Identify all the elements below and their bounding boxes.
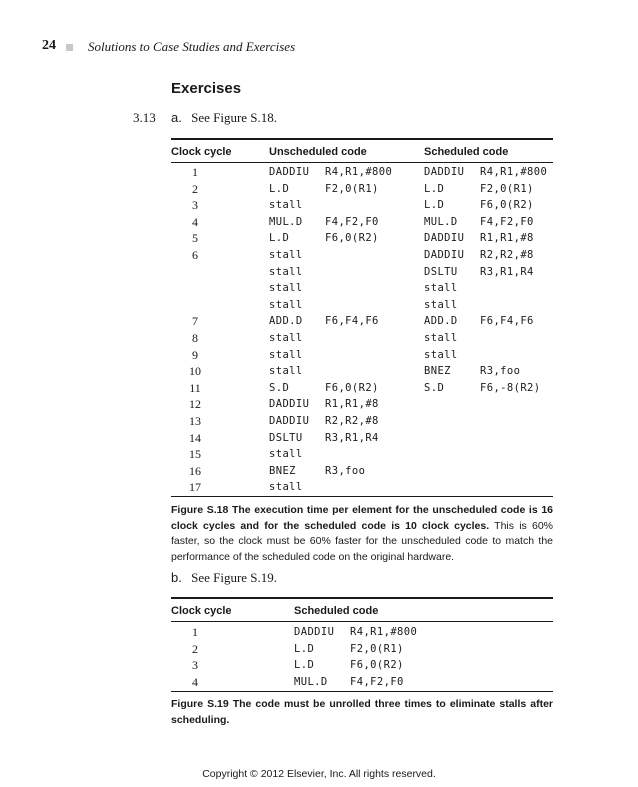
unscheduled-op-cell: ADD.D bbox=[269, 315, 303, 328]
table-row bbox=[171, 164, 553, 180]
table-s19-header-cycle: Clock cycle bbox=[171, 605, 232, 617]
scheduled-op-cell: L.D bbox=[294, 659, 315, 671]
table-row bbox=[171, 264, 553, 280]
unscheduled-args-cell: R1,R1,#8 bbox=[325, 398, 379, 411]
figure-s18-caption-bold: Figure S.18 The execution time per element for the unscheduled code is 16 clock cycles and for the scheduled code is 10 clock cycles. bbox=[171, 504, 553, 532]
clock-cycle-cell: 8 bbox=[192, 331, 198, 345]
clock-cycle-cell: 3 bbox=[192, 198, 198, 213]
table-row bbox=[171, 197, 553, 213]
table-s18-header-cycle: Clock cycle bbox=[171, 146, 232, 158]
scheduled-op-cell: stall bbox=[424, 332, 458, 344]
running-title: Solutions to Case Studies and Exercises bbox=[88, 39, 296, 54]
unscheduled-op-cell: stall bbox=[269, 332, 303, 344]
clock-cycle-cell: 13 bbox=[189, 414, 201, 428]
clock-cycle-cell: 1 bbox=[192, 625, 198, 639]
table-row bbox=[171, 641, 553, 657]
problem-number: 3.13 bbox=[133, 110, 156, 125]
figure-s19-caption-bold: Figure S.19 The code must be unrolled three times to eliminate stalls after scheduling. bbox=[171, 698, 553, 726]
table-row bbox=[171, 396, 553, 412]
part-b-text: See Figure S.19. bbox=[191, 570, 278, 585]
header-square-icon bbox=[66, 44, 73, 51]
table-row bbox=[171, 657, 553, 673]
table-row bbox=[171, 430, 553, 446]
clock-cycle-cell: 17 bbox=[189, 480, 201, 495]
table-s18-top-rule bbox=[171, 138, 553, 140]
clock-cycle-cell: 5 bbox=[192, 231, 198, 246]
table-row bbox=[171, 446, 553, 462]
scheduled-op-cell: stall bbox=[424, 348, 458, 361]
scheduled-args-cell: F6,-8(R2) bbox=[480, 381, 541, 394]
table-row bbox=[171, 313, 553, 329]
scheduled-args-cell: F6,0(R2) bbox=[350, 659, 404, 671]
unscheduled-args-cell: R4,R1,#800 bbox=[325, 166, 393, 178]
table-row bbox=[171, 413, 553, 429]
part-a bbox=[171, 110, 277, 126]
unscheduled-op-cell: stall bbox=[269, 481, 303, 494]
scheduled-args-cell: R2,R2,#8 bbox=[480, 249, 534, 261]
unscheduled-args-cell: F6,F4,F6 bbox=[325, 315, 379, 328]
table-row bbox=[171, 463, 553, 479]
unscheduled-args-cell: F6,0(R2) bbox=[325, 381, 379, 394]
clock-cycle-cell: 12 bbox=[189, 397, 201, 412]
table-row bbox=[171, 280, 553, 296]
scheduled-op-cell: MUL.D bbox=[424, 215, 458, 228]
unscheduled-args-cell: R3,R1,R4 bbox=[325, 431, 379, 444]
part-a-text: See Figure S.18. bbox=[191, 110, 278, 125]
scheduled-op-cell: MUL.D bbox=[294, 675, 328, 688]
figure-s19-caption bbox=[171, 697, 553, 728]
table-s19-header-rule bbox=[171, 621, 553, 622]
scheduled-op-cell: L.D bbox=[424, 199, 445, 212]
table-row bbox=[171, 330, 553, 346]
scheduled-args-cell: R4,R1,#800 bbox=[350, 626, 418, 638]
clock-cycle-cell: 6 bbox=[192, 248, 198, 262]
scheduled-args-cell: R3,foo bbox=[480, 365, 521, 378]
clock-cycle-cell: 4 bbox=[192, 674, 198, 689]
scheduled-args-cell: R3,R1,R4 bbox=[480, 265, 534, 278]
scheduled-op-cell: ADD.D bbox=[424, 315, 458, 328]
scheduled-op-cell: L.D bbox=[294, 642, 315, 655]
clock-cycle-cell: 11 bbox=[189, 380, 201, 395]
clock-cycle-cell: 7 bbox=[192, 314, 198, 329]
table-row bbox=[171, 247, 553, 263]
unscheduled-op-cell: S.D bbox=[269, 381, 290, 394]
unscheduled-op-cell: stall bbox=[269, 448, 303, 461]
scheduled-op-cell: DADDIU bbox=[424, 249, 465, 261]
table-s19-top-rule bbox=[171, 597, 553, 599]
unscheduled-op-cell: DADDIU bbox=[269, 398, 310, 411]
unscheduled-op-cell: stall bbox=[269, 282, 303, 295]
section-heading: Exercises bbox=[171, 80, 242, 97]
unscheduled-op-cell: stall bbox=[269, 265, 303, 278]
scheduled-op-cell: DADDIU bbox=[424, 232, 465, 245]
unscheduled-op-cell: stall bbox=[269, 348, 303, 361]
clock-cycle-cell: 16 bbox=[189, 463, 201, 478]
scheduled-args-cell: F2,0(R1) bbox=[480, 182, 534, 195]
unscheduled-op-cell: stall bbox=[269, 249, 303, 261]
unscheduled-op-cell: DADDIU bbox=[269, 415, 310, 427]
unscheduled-args-cell: F2,0(R1) bbox=[325, 182, 379, 195]
scheduled-op-cell: DSLTU bbox=[424, 265, 458, 278]
table-row bbox=[171, 347, 553, 363]
clock-cycle-cell: 2 bbox=[192, 641, 198, 656]
page-number: 24 bbox=[42, 38, 56, 53]
clock-cycle-cell: 1 bbox=[192, 165, 198, 179]
clock-cycle-cell: 2 bbox=[192, 181, 198, 196]
clock-cycle-cell: 3 bbox=[192, 658, 198, 672]
clock-cycle-cell: 9 bbox=[192, 347, 198, 362]
table-s19-bottom-rule bbox=[171, 691, 553, 692]
unscheduled-args-cell: R3,foo bbox=[325, 464, 366, 477]
scheduled-op-cell: DADDIU bbox=[424, 166, 465, 178]
table-row bbox=[171, 380, 553, 396]
unscheduled-op-cell: DADDIU bbox=[269, 166, 310, 178]
unscheduled-args-cell: F4,F2,F0 bbox=[325, 215, 379, 228]
copyright-notice: Copyright © 2012 Elsevier, Inc. All rights reserved. bbox=[202, 768, 436, 780]
table-s18-header-scheduled: Scheduled code bbox=[424, 146, 509, 158]
scheduled-op-cell: stall bbox=[424, 282, 458, 295]
scheduled-args-cell: F6,F4,F6 bbox=[480, 315, 534, 328]
table-row bbox=[171, 297, 553, 313]
scheduled-args-cell: R1,R1,#8 bbox=[480, 232, 534, 245]
unscheduled-op-cell: MUL.D bbox=[269, 215, 303, 228]
table-s18-header-unscheduled: Unscheduled code bbox=[269, 146, 367, 158]
unscheduled-args-cell: R2,R2,#8 bbox=[325, 415, 379, 427]
scheduled-args-cell: R4,R1,#800 bbox=[480, 166, 548, 178]
table-row bbox=[171, 624, 553, 640]
clock-cycle-cell: 15 bbox=[189, 447, 201, 462]
clock-cycle-cell: 10 bbox=[189, 364, 201, 379]
scheduled-op-cell: S.D bbox=[424, 381, 445, 394]
figure-s18-caption-text: This is 60% faster, so the clock must be 60% faster for the unscheduled code to match the performance of the scheduled code on the original hardware. bbox=[171, 519, 554, 563]
unscheduled-op-cell: L.D bbox=[269, 232, 290, 245]
unscheduled-op-cell: stall bbox=[269, 365, 303, 378]
unscheduled-op-cell: L.D bbox=[269, 182, 290, 195]
table-row bbox=[171, 230, 553, 246]
scheduled-op-cell: BNEZ bbox=[424, 365, 451, 378]
part-b-letter: b. bbox=[171, 570, 182, 585]
scheduled-op-cell: L.D bbox=[424, 182, 445, 195]
table-row bbox=[171, 479, 553, 495]
scheduled-op-cell: stall bbox=[424, 298, 458, 311]
figure-s18-caption bbox=[171, 503, 553, 565]
scheduled-args-cell: F2,0(R1) bbox=[350, 642, 404, 655]
table-s19-header-scheduled: Scheduled code bbox=[294, 605, 379, 617]
scheduled-args-cell: F6,0(R2) bbox=[480, 199, 534, 212]
table-s18-bottom-rule bbox=[171, 496, 553, 497]
unscheduled-op-cell: stall bbox=[269, 298, 303, 311]
part-a-letter: a. bbox=[171, 110, 182, 125]
scheduled-args-cell: F4,F2,F0 bbox=[480, 215, 534, 228]
unscheduled-op-cell: BNEZ bbox=[269, 464, 296, 477]
clock-cycle-cell: 14 bbox=[189, 430, 201, 445]
clock-cycle-cell: 4 bbox=[192, 214, 198, 229]
scheduled-args-cell: F4,F2,F0 bbox=[350, 675, 404, 688]
table-s18-header-rule bbox=[171, 162, 553, 163]
unscheduled-args-cell: F6,0(R2) bbox=[325, 232, 379, 245]
table-row bbox=[171, 363, 553, 379]
scheduled-op-cell: DADDIU bbox=[294, 626, 335, 638]
table-row bbox=[171, 214, 553, 230]
table-row bbox=[171, 674, 553, 690]
unscheduled-op-cell: stall bbox=[269, 199, 303, 212]
part-b bbox=[171, 570, 277, 586]
unscheduled-op-cell: DSLTU bbox=[269, 431, 303, 444]
table-row bbox=[171, 181, 553, 197]
